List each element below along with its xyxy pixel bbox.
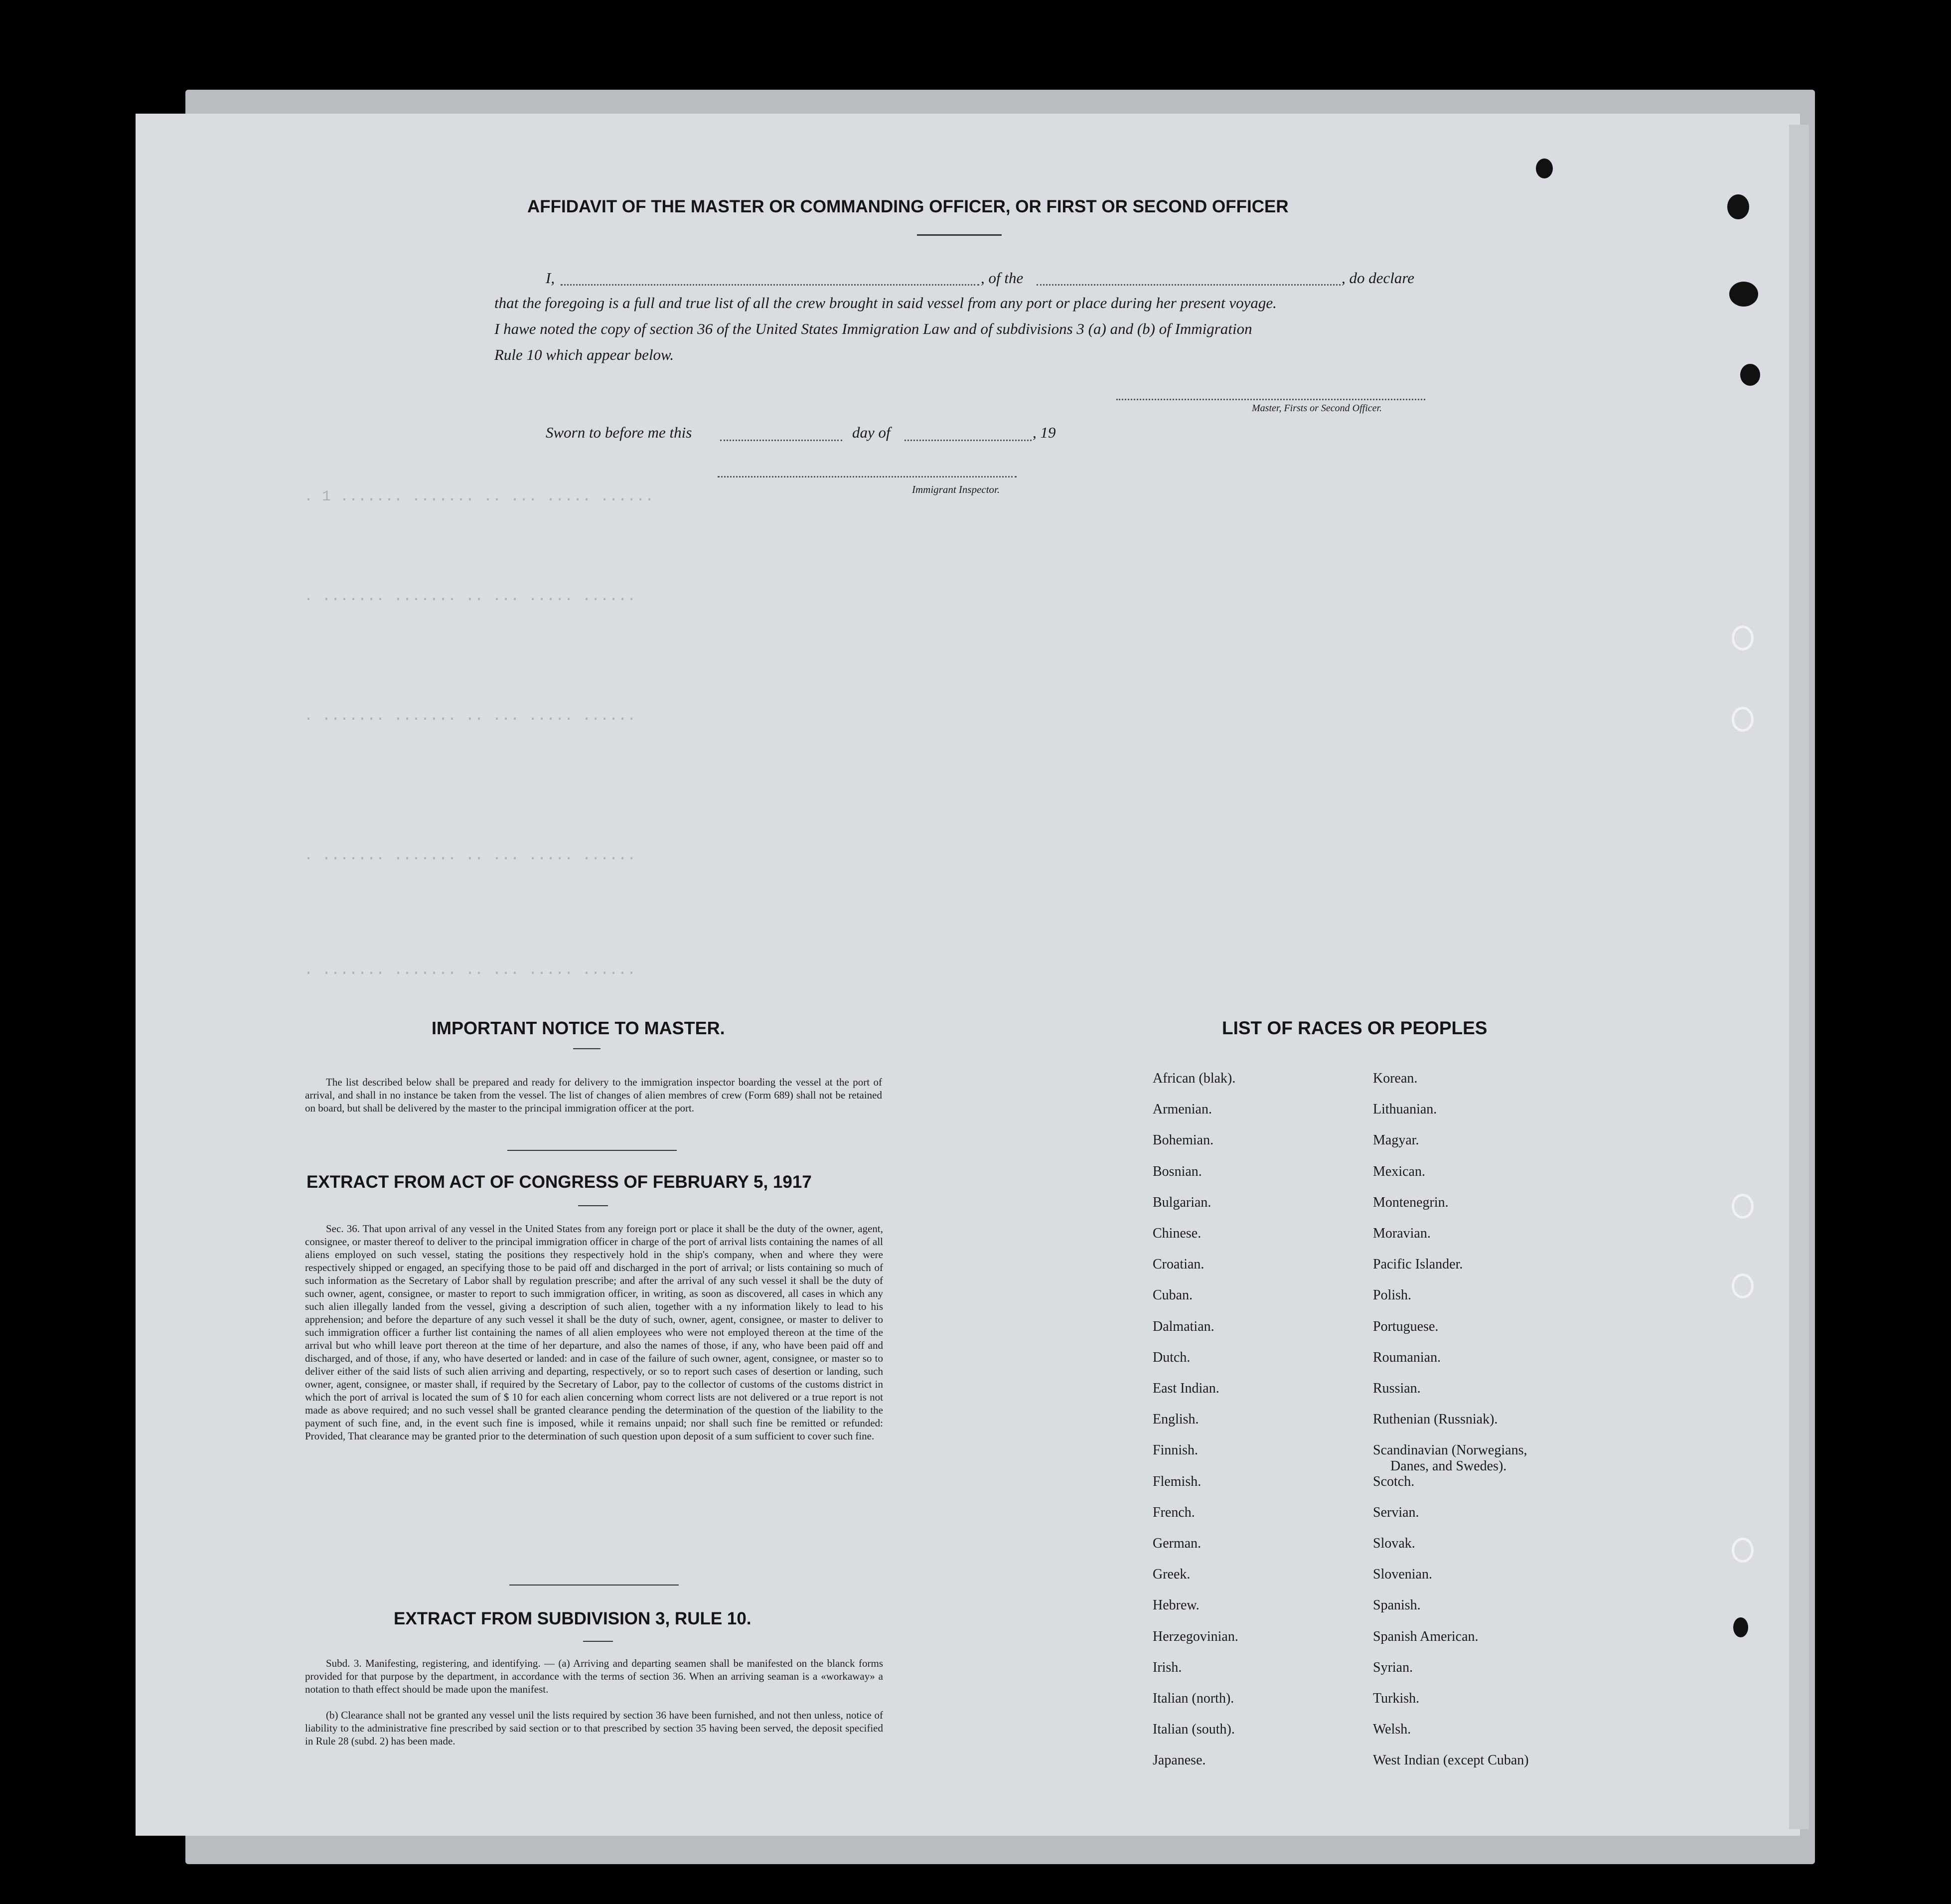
punch-hole xyxy=(1733,1617,1748,1637)
affidavit-para-1: that the foregoing is a full and true list of all the crew brought in said vessel from any port or place during her present voyage. xyxy=(494,294,1277,312)
bleed-through: . ....... ....... .. ... ..... ...... xyxy=(304,962,636,979)
race-item: Spanish American. xyxy=(1373,1628,1479,1644)
race-item: African (blak). xyxy=(1153,1071,1236,1086)
inspector-signature-line xyxy=(718,476,1017,477)
punch-hole xyxy=(1732,1538,1754,1563)
punch-hole xyxy=(1732,626,1754,650)
race-item: German. xyxy=(1153,1536,1201,1551)
day-of-text: day of xyxy=(852,424,891,441)
race-item: Herzegovinian. xyxy=(1153,1628,1238,1644)
race-item: Armenian. xyxy=(1153,1102,1212,1117)
rule-heading: EXTRACT FROM SUBDIVISION 3, RULE 10. xyxy=(394,1609,751,1628)
divider xyxy=(507,1150,677,1151)
race-item: Dalmatian. xyxy=(1153,1318,1214,1334)
race-item: Turkish. xyxy=(1373,1691,1420,1706)
punch-hole xyxy=(1732,1273,1754,1298)
divider xyxy=(509,1585,679,1586)
race-item: Bohemian. xyxy=(1153,1132,1214,1148)
race-item: Moravian. xyxy=(1373,1226,1431,1241)
sworn-text: Sworn to before me this xyxy=(546,424,692,441)
race-item: Mexican. xyxy=(1373,1163,1425,1179)
race-item: Hebrew. xyxy=(1153,1597,1200,1613)
affidavit-para-2: I hawe noted the copy of section 36 of the United States Immigration Law and of subdivisions 3 (a) and (b) of Immigration xyxy=(494,320,1252,337)
race-item: West Indian (except Cuban) xyxy=(1373,1752,1529,1768)
race-item: Russian. xyxy=(1373,1381,1421,1396)
race-item: Finnish. xyxy=(1153,1442,1199,1458)
race-item: English. xyxy=(1153,1412,1199,1428)
races-heading: LIST OF RACES OR PEOPLES xyxy=(1222,1018,1488,1038)
affidavit-i: I, xyxy=(546,269,555,287)
year-text: , 19 xyxy=(1033,424,1056,441)
race-item: Lithuanian. xyxy=(1373,1102,1437,1117)
race-item: Polish. xyxy=(1373,1287,1412,1303)
race-item: Welsh. xyxy=(1373,1722,1411,1738)
race-item: Dutch. xyxy=(1153,1349,1191,1365)
rule-text-b: (b) Clearance shall not be granted any vessel unil the lists required by section 36 have been furnished, and not then unless, notice of liability to the administrative fine prescribed by said section or to that prescribed by section 35 having been served, the deposit specified in Rule 28 (subd. 2) has been made. xyxy=(305,1709,883,1747)
divider xyxy=(573,1048,600,1049)
race-item: Syrian. xyxy=(1373,1659,1413,1675)
affidavit-heading: AFFIDAVIT OF THE MASTER OR COMMANDING OFFICER, OR FIRST OR SECOND OFFICER xyxy=(527,197,1289,216)
bleed-through: . 1 ....... ....... .. ... ..... ...... xyxy=(304,488,654,505)
race-item: Flemish. xyxy=(1153,1473,1201,1489)
race-item: Japanese. xyxy=(1153,1752,1206,1768)
race-item: Slovak. xyxy=(1373,1536,1415,1551)
race-item: Scandinavian (Norwegians, Danes, and Swedes). xyxy=(1373,1442,1527,1474)
page-edge xyxy=(1789,125,1809,1829)
bleed-through: . ....... ....... .. ... ..... ...... xyxy=(304,847,636,864)
master-signature-label: Master, Firsts or Second Officer. xyxy=(1252,403,1382,414)
race-item: Cuban. xyxy=(1153,1287,1193,1303)
race-item: Bosnian. xyxy=(1153,1163,1202,1179)
divider xyxy=(578,1205,608,1206)
name-blank xyxy=(561,284,979,286)
race-item: Ruthenian (Russniak). xyxy=(1373,1412,1498,1428)
bleed-through: . ....... ....... .. ... ..... ...... xyxy=(304,708,636,725)
race-item: Irish. xyxy=(1153,1659,1182,1675)
race-item: Korean. xyxy=(1373,1071,1418,1086)
act-heading: EXTRACT FROM ACT OF CONGRESS OF FEBRUARY 5, 1917 xyxy=(306,1172,812,1192)
race-item: Italian (south). xyxy=(1153,1722,1235,1738)
notice-heading: IMPORTANT NOTICE TO MASTER. xyxy=(432,1018,725,1038)
notice-text: The list described below shall be prepared and ready for delivery to the immigration inspector boarding the vessel at the port of arrival, and shall in no instance be taken from the vessel. The list of changes of alien membres of crew (Form 689) shall not be retained on board, but shall be delivered by the master to the principal immigration officer at the port. xyxy=(305,1076,882,1114)
punch-hole xyxy=(1732,707,1754,732)
affidavit-declare: , do declare xyxy=(1342,269,1415,287)
race-item: Chinese. xyxy=(1153,1226,1201,1241)
divider xyxy=(583,1641,613,1642)
sworn-month-blank xyxy=(904,440,1032,441)
master-signature-line xyxy=(1116,399,1425,400)
punch-hole xyxy=(1729,282,1758,307)
race-item: Pacific Islander. xyxy=(1373,1257,1463,1272)
sworn-day-blank xyxy=(720,440,842,441)
inspector-signature-label: Immigrant Inspector. xyxy=(912,483,1000,495)
vessel-blank xyxy=(1037,284,1341,286)
rule-text-a: Subd. 3. Manifesting, registering, and identifying. — (a) Arriving and departing seamen shall be manifested on the blanck forms provided for that purpose by the department, in accordance with the terms of section 36. When an arriving seaman is a «workaway» a notation to thath effect should be made upon the manifest. xyxy=(305,1657,883,1695)
punch-hole xyxy=(1727,194,1749,219)
punch-hole xyxy=(1732,1194,1754,1219)
affidavit-of-the: , of the xyxy=(981,269,1024,287)
race-item: East Indian. xyxy=(1153,1381,1219,1396)
race-item: Servian. xyxy=(1373,1504,1419,1520)
punch-hole xyxy=(1740,364,1760,386)
race-item: Portuguese. xyxy=(1373,1318,1439,1334)
race-item: Montenegrin. xyxy=(1373,1194,1449,1210)
race-item: Slovenian. xyxy=(1373,1567,1432,1583)
race-item: Italian (north). xyxy=(1153,1691,1234,1706)
race-item: Croatian. xyxy=(1153,1257,1204,1272)
race-item: Spanish. xyxy=(1373,1597,1421,1613)
bleed-through: . ....... ....... .. ... ..... ...... xyxy=(304,588,636,605)
race-item: Bulgarian. xyxy=(1153,1194,1211,1210)
race-item: French. xyxy=(1153,1504,1195,1520)
divider xyxy=(917,234,1002,236)
act-text: Sec. 36. That upon arrival of any vessel in the United States from any foreign port or place it shall be the duty of the owner, agent, consignee, or master thereof to deliver to the principal immigration officer in charge of the port of arrival lists containing the names of all aliens employed on such vessel, stating the positions they respectively hold in the ship's company, when and where they were respectively shipped or engaged, an specifying those to be paid off and discharged in the port of arrival; or lists containing so much of such information as the Secretary of Labor shall by regulation prescribe; and after the arrival of any such vessel it shall be the duty of such owner, agent, consignee, or master to report to such immigration officer, in writing, as soon as discovered, all cases in which any such alien illegally landed from the vessel, giving a description of such alien, together with a ny information likely to lead to his apprehension; and before the departure of any such vessel it shall be the duty of such, owner, agent, consignee, or master to deliver to such immigration officer a further list containing the names of all alien employees who were not employed thereon at the time of the arrival but who whill leave port thereon at the time of her departure, and also the names of those, if any, who have been paid off and discharged, and of those, if any, who have deserted or landed: and in case of the failure of such owner, agent, consignee, or master so to deliver either of the said lists of such alien arriving and departing, respectively, or so to report such cases of desertion or landing, such owner, agent, consignee, or master shall, if required by the Secretary of Labor, pay to the collector of customs of the customs district in which the port of arrival is located the sum of $ 10 for each alien concerning whom correct lists are not delivered or a true report is not made as above required; and no such vessel shall be granted clearance pending the determination of the question of the liability to the payment of such fine, and, in the event such fine is imposed, while it remains unpaid; nor shall such fine be remitted or refunded: Provided, That clearance may be granted prior to the determination of such question upon deposit of a sum sufficient to cover such fine. xyxy=(305,1223,883,1442)
punch-hole xyxy=(1536,159,1553,178)
race-item: Scotch. xyxy=(1373,1473,1415,1489)
affidavit-para-3: Rule 10 which appear below. xyxy=(494,346,674,363)
race-item: Roumanian. xyxy=(1373,1349,1441,1365)
race-item: Magyar. xyxy=(1373,1132,1419,1148)
race-item: Greek. xyxy=(1153,1567,1191,1583)
